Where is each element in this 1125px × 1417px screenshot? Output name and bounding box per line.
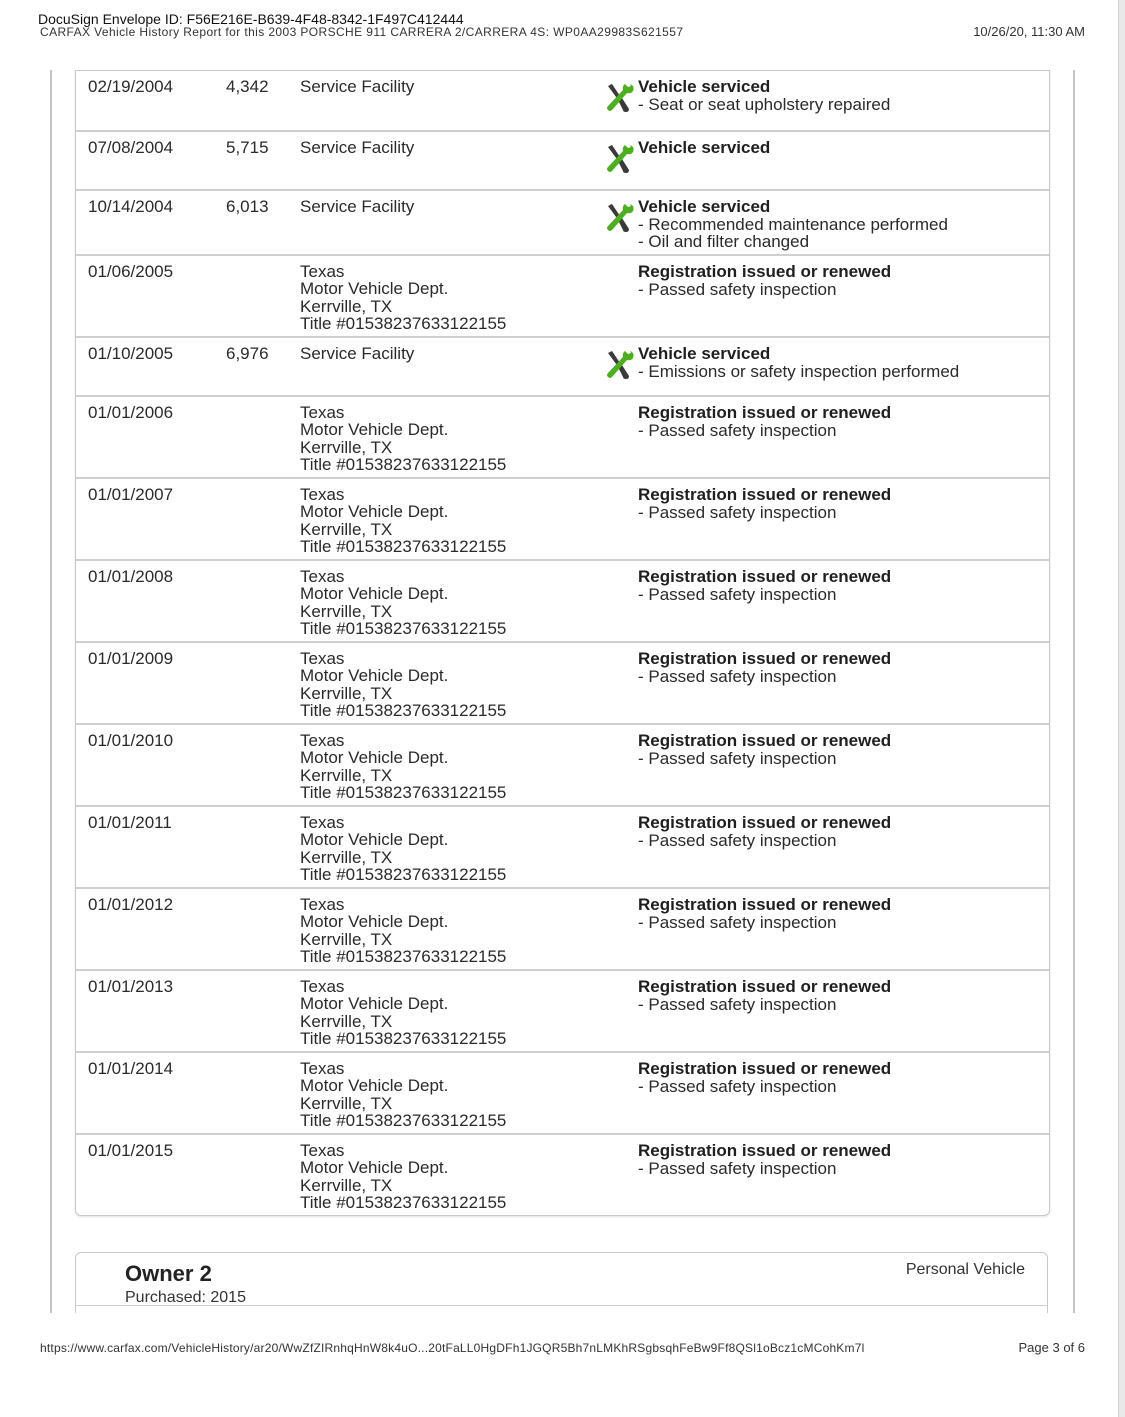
record-source-line: Texas [300, 485, 345, 504]
record-source-line: Kerrville, TX [300, 601, 393, 621]
table-row [76, 559, 1049, 641]
record-comments [638, 78, 890, 113]
record-date: 07/08/2004 [88, 138, 174, 157]
footer-page-number: Page 3 of 6 [1018, 1340, 1085, 1355]
record-source [300, 650, 506, 719]
record-comment-detail: - Emissions or safety inspection performed [638, 361, 960, 381]
record-comment-detail: - Oil and filter changed [638, 232, 810, 251]
record-comment-heading: Vehicle serviced [638, 138, 771, 157]
record-source [300, 404, 506, 473]
table-row [76, 969, 1049, 1051]
table-row [76, 723, 1049, 805]
record-comments [638, 486, 891, 521]
record-date: 01/01/2015 [88, 1141, 174, 1160]
record-date: 01/10/2005 [88, 344, 174, 363]
report-datetime: 10/26/20, 11:30 AM [973, 24, 1085, 39]
page-bottom-margin [0, 1313, 1118, 1417]
record-comments [638, 568, 891, 603]
wrench-screwdriver-icon [602, 81, 636, 115]
record-source-line: Motor Vehicle Dept. [300, 1158, 449, 1178]
record-source-line: Title #01538237633122155 [300, 313, 507, 333]
record-odometer: 4,342 [226, 77, 269, 96]
record-comment-detail: - Passed safety inspection [638, 1076, 837, 1096]
record-comments [638, 198, 948, 251]
table-row [76, 477, 1049, 559]
record-comment-detail: - Passed safety inspection [638, 994, 837, 1014]
record-date: 01/01/2014 [88, 1059, 174, 1078]
record-comment-heading: Registration issued or renewed [638, 813, 892, 832]
record-source-line: Kerrville, TX [300, 765, 393, 785]
record-source-line: Title #01538237633122155 [300, 1028, 507, 1048]
record-source-line: Texas [300, 1059, 345, 1078]
record-source-line: Texas [300, 262, 345, 281]
record-comments [638, 732, 891, 767]
record-source-line: Title #01538237633122155 [300, 536, 507, 556]
record-comment-detail: - Passed safety inspection [638, 420, 837, 440]
record-source-line: Kerrville, TX [300, 1011, 393, 1031]
record-date: 01/01/2010 [88, 731, 174, 750]
record-source-line: Title #01538237633122155 [300, 700, 507, 720]
record-comment-heading: Registration issued or renewed [638, 567, 892, 586]
record-source [300, 568, 506, 637]
record-comment-heading: Registration issued or renewed [638, 1141, 892, 1160]
record-source [300, 486, 506, 555]
record-comment-detail: - Passed safety inspection [638, 830, 837, 850]
record-source-line: Texas [300, 813, 345, 832]
record-source-line: Service Facility [300, 344, 415, 363]
record-date: 01/01/2008 [88, 567, 174, 586]
table-row [76, 1133, 1049, 1215]
record-odometer: 5,715 [226, 138, 269, 157]
table-row [76, 336, 1049, 395]
record-source-line: Kerrville, TX [300, 1093, 393, 1113]
record-comments [638, 814, 891, 849]
record-source-line: Motor Vehicle Dept. [300, 994, 449, 1014]
record-source-line: Motor Vehicle Dept. [300, 584, 449, 604]
record-source-line: Title #01538237633122155 [300, 782, 507, 802]
record-comments [638, 896, 891, 931]
record-source-line: Title #01538237633122155 [300, 864, 507, 884]
record-source [300, 1142, 506, 1211]
wrench-screwdriver-icon [602, 142, 636, 176]
record-source-line: Texas [300, 567, 345, 586]
record-comment-heading: Vehicle serviced [638, 344, 771, 363]
record-source-line: Motor Vehicle Dept. [300, 830, 449, 850]
record-comment-heading: Registration issued or renewed [638, 649, 892, 668]
record-comments [638, 404, 891, 439]
record-comments [638, 345, 959, 380]
record-source [300, 198, 414, 215]
record-date: 01/01/2013 [88, 977, 174, 996]
history-table [75, 70, 1050, 1216]
record-source-line: Motor Vehicle Dept. [300, 748, 449, 768]
record-source-line: Kerrville, TX [300, 847, 393, 867]
record-comment-heading: Registration issued or renewed [638, 485, 892, 504]
record-source-line: Kerrville, TX [300, 683, 393, 703]
record-source [300, 978, 506, 1047]
record-source-line: Texas [300, 649, 345, 668]
record-source-line: Texas [300, 403, 345, 422]
owner-vehicle-type: Personal Vehicle [905, 1261, 1025, 1278]
table-row [76, 71, 1049, 130]
record-source [300, 732, 506, 801]
docusign-envelope-id: DocuSign Envelope ID: F56E216E-B639-4F48-8342-1F497C412444 [38, 11, 464, 27]
record-comments [638, 139, 770, 157]
record-comment-detail: - Passed safety inspection [638, 748, 837, 768]
record-date: 01/01/2006 [88, 403, 174, 422]
record-date: 01/01/2011 [88, 813, 172, 832]
record-source-line: Title #01538237633122155 [300, 618, 507, 638]
record-comment-heading: Registration issued or renewed [638, 895, 892, 914]
page-edge [1118, 0, 1125, 1417]
record-date: 01/01/2007 [88, 485, 174, 504]
page-right-rule [1073, 70, 1075, 1313]
record-source-line: Service Facility [300, 77, 415, 96]
table-row [76, 805, 1049, 887]
record-source-line: Title #01538237633122155 [300, 1192, 507, 1212]
record-source [300, 263, 506, 332]
record-source-line: Motor Vehicle Dept. [300, 502, 449, 522]
wrench-screwdriver-icon [602, 201, 636, 235]
record-comment-heading: Registration issued or renewed [638, 403, 892, 422]
record-source-line: Motor Vehicle Dept. [300, 279, 449, 299]
record-source-line: Motor Vehicle Dept. [300, 420, 449, 440]
record-date: 01/01/2012 [88, 895, 174, 914]
record-comment-detail: - Passed safety inspection [638, 584, 837, 604]
record-source-line: Kerrville, TX [300, 1175, 393, 1195]
record-comment-detail: - Passed safety inspection [638, 1158, 837, 1178]
owner-title: Owner 2 [125, 1261, 212, 1286]
record-source-line: Kerrville, TX [300, 296, 393, 316]
record-comments [638, 1060, 891, 1095]
record-comments [638, 263, 891, 298]
record-source-line: Texas [300, 1141, 345, 1160]
record-source [300, 78, 414, 95]
record-comment-heading: Registration issued or renewed [638, 262, 892, 281]
record-source [300, 139, 414, 156]
table-row [76, 887, 1049, 969]
record-date: 02/19/2004 [88, 77, 174, 96]
record-comment-heading: Registration issued or renewed [638, 731, 892, 750]
record-source [300, 1060, 506, 1129]
record-source-line: Texas [300, 731, 345, 750]
record-source-line: Service Facility [300, 138, 415, 157]
record-source-line: Texas [300, 895, 345, 914]
record-comment-detail: - Passed safety inspection [638, 666, 837, 686]
record-comment-detail: - Passed safety inspection [638, 912, 837, 932]
record-source-line: Kerrville, TX [300, 519, 393, 539]
record-source-line: Kerrville, TX [300, 929, 393, 949]
record-comment-detail: - Seat or seat upholstery repaired [638, 94, 891, 114]
record-date: 01/06/2005 [88, 262, 174, 281]
record-comment-detail: - Recommended maintenance performed [638, 214, 948, 234]
record-odometer: 6,013 [226, 197, 269, 216]
record-comment-detail: - Passed safety inspection [638, 502, 837, 522]
record-date: 10/14/2004 [88, 197, 174, 216]
record-source-line: Motor Vehicle Dept. [300, 912, 449, 932]
record-comment-detail: - Passed safety inspection [638, 279, 837, 299]
record-comments [638, 978, 891, 1013]
record-source-line: Title #01538237633122155 [300, 1110, 507, 1130]
footer-url: https://www.carfax.com/VehicleHistory/ar20/WwZfZIRnhqHnW8k4uO...20tFaLL0HgDFh1JGQR5Bh7nLMKhRSgbsqhFeBw9Ff8QSl1oBcz1cMCohKm7l [40, 1341, 865, 1355]
record-source-line: Texas [300, 977, 345, 996]
report-title: CARFAX Vehicle History Report for this 2003 PORSCHE 911 CARRERA 2/CARRERA 4S: WP0AA29983S621557 [40, 25, 684, 39]
table-row [76, 130, 1049, 189]
record-odometer: 6,976 [226, 344, 269, 363]
record-source [300, 814, 506, 883]
table-row [76, 395, 1049, 477]
record-source-line: Title #01538237633122155 [300, 454, 507, 474]
record-comment-heading: Registration issued or renewed [638, 1059, 892, 1078]
table-row [76, 641, 1049, 723]
table-row [76, 189, 1049, 254]
page-left-rule [50, 70, 52, 1313]
record-comments [638, 650, 891, 685]
record-source [300, 896, 506, 965]
record-comment-heading: Registration issued or renewed [638, 977, 892, 996]
record-source-line: Kerrville, TX [300, 437, 393, 457]
record-source-line: Title #01538237633122155 [300, 946, 507, 966]
owner-purchased: Purchased: 2015 [125, 1289, 246, 1306]
record-source-line: Motor Vehicle Dept. [300, 1076, 449, 1096]
record-comment-heading: Vehicle serviced [638, 77, 771, 96]
record-comment-heading: Vehicle serviced [638, 197, 771, 216]
record-source-line: Service Facility [300, 197, 415, 216]
wrench-screwdriver-icon [602, 348, 636, 382]
table-row [76, 1051, 1049, 1133]
table-row [76, 254, 1049, 336]
record-source [300, 345, 414, 362]
record-date: 01/01/2009 [88, 649, 174, 668]
owner-divider [76, 1305, 1047, 1306]
record-comments [638, 1142, 891, 1177]
record-source-line: Motor Vehicle Dept. [300, 666, 449, 686]
